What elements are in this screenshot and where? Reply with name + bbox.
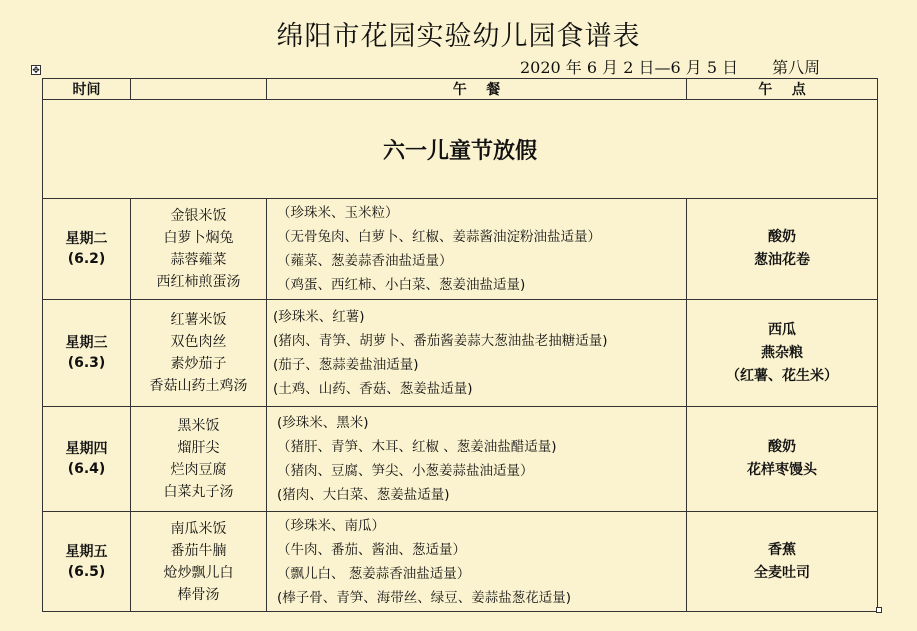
- dish: 炝炒飘儿白: [163, 564, 234, 581]
- table-row: [43, 407, 878, 512]
- dish: 棒骨汤: [177, 586, 220, 603]
- ingredient-line: （蕹菜、葱姜蒜香油盐适量）: [277, 253, 453, 269]
- snack-cell: [687, 199, 878, 300]
- week-label: 第八周: [772, 58, 821, 77]
- ingredient-line: （飘儿白、 葱姜蒜香油盐适量）: [277, 565, 471, 582]
- dish: 熘肝尖: [177, 440, 220, 456]
- ingredient-line: (猪肉、大白菜、葱姜盐适量): [277, 487, 450, 503]
- snack-cell: [687, 300, 878, 407]
- header-time: 时间: [43, 79, 131, 100]
- ingredient-line: （珍珠米、玉米粒）: [277, 205, 399, 221]
- table-move-handle-icon[interactable]: ✥: [32, 66, 40, 76]
- table-resize-handle[interactable]: [876, 607, 882, 613]
- day-date: (6.5): [67, 563, 106, 580]
- day-date: (6.3): [67, 355, 106, 371]
- snack-item: （红薯、花生米）: [726, 367, 838, 384]
- ingredient-line: (茄子、葱蒜姜盐油适量): [273, 357, 419, 373]
- snack-item: 葱油花卷: [754, 252, 810, 268]
- day-cell: [43, 407, 131, 512]
- dishes-cell: [131, 300, 267, 407]
- date-range: 2020 年 6 月 2 日—6 月 5 日: [520, 58, 739, 77]
- snack-item: 酸奶: [768, 439, 796, 455]
- table-row: [43, 512, 878, 612]
- holiday-notice: 六一儿童节放假: [43, 100, 878, 199]
- dish: 番茄牛腩: [170, 542, 227, 559]
- snack-item: 西瓜: [768, 321, 796, 338]
- ingredient-line: （牛肉、番茄、酱油、葱适量）: [277, 541, 466, 558]
- day-date: (6.2): [67, 251, 106, 267]
- dish: 金银米饭: [170, 208, 227, 224]
- dish: 香菇山药土鸡汤: [149, 378, 248, 394]
- ingredient-line: (珍珠米、红薯): [273, 309, 365, 325]
- day-name: 星期二: [65, 231, 108, 247]
- snack-item: 花样枣馒头: [747, 462, 817, 478]
- date-line: [520, 55, 820, 78]
- day-cell: [43, 512, 131, 612]
- ingredient-line: (猪肉、青笋、胡萝卜、番茄酱姜蒜大葱油盐老抽糖适量): [273, 333, 608, 349]
- ingredient-line: (棒子骨、青笋、海带丝、绿豆、姜蒜盐葱花适量): [277, 589, 572, 606]
- table-row: [43, 300, 878, 407]
- day-cell: [43, 300, 131, 407]
- day-name: 星期三: [65, 335, 108, 351]
- dishes-cell: [131, 199, 267, 300]
- table-row: [43, 199, 878, 300]
- dishes-cell: [131, 407, 267, 512]
- dishes-cell: [131, 512, 267, 612]
- ingredients-cell: [267, 407, 687, 512]
- snack-cell: [687, 407, 878, 512]
- dish: 双色肉丝: [170, 334, 227, 350]
- ingredients-cell: [267, 512, 687, 612]
- ingredient-line: （猪肝、青笋、木耳、红椒 、葱姜油盐醋适量): [277, 439, 557, 455]
- day-date: (6.4): [67, 461, 106, 477]
- ingredient-line: （无骨兔肉、白萝卜、红椒、姜蒜酱油淀粉油盐适量）: [277, 229, 601, 245]
- dish: 红薯米饭: [170, 312, 227, 328]
- holiday-row: [43, 100, 878, 199]
- ingredient-line: (珍珠米、黑米): [277, 415, 369, 431]
- dish: 蒜蓉蕹菜: [170, 252, 227, 268]
- dish: 西红柿煎蛋汤: [156, 274, 241, 290]
- snack-item: 燕杂粮: [761, 344, 803, 361]
- snack-item: 酸奶: [768, 229, 796, 245]
- ingredients-cell: [267, 199, 687, 300]
- snack-item: 全麦吐司: [754, 564, 810, 581]
- snack-item: 香蕉: [768, 541, 796, 558]
- ingredient-line: （珍珠米、南瓜）: [277, 517, 385, 534]
- ingredient-line: （鸡蛋、西红柿、小白菜、葱姜油盐适量): [277, 277, 526, 293]
- dish: 白菜丸子汤: [163, 484, 234, 500]
- dish: 南瓜米饭: [170, 520, 227, 537]
- header-blank: [131, 79, 267, 100]
- dish: 素炒茄子: [170, 356, 227, 372]
- ingredient-line: （猪肉、豆腐、笋尖、小葱姜蒜盐油适量）: [277, 463, 534, 479]
- ingredient-line: (土鸡、山药、香菇、葱姜盐适量): [273, 381, 473, 397]
- dish: 烂肉豆腐: [170, 462, 227, 478]
- dish: 黑米饭: [177, 418, 220, 434]
- day-cell: [43, 199, 131, 300]
- day-name: 星期五: [65, 543, 108, 560]
- ingredients-cell: [267, 300, 687, 407]
- header-snack: 午 点: [687, 79, 878, 100]
- page-title: 绵阳市花园实验幼儿园食谱表: [276, 21, 641, 52]
- header-lunch: 午 餐: [267, 79, 687, 100]
- menu-table: [42, 78, 878, 612]
- dish: 白萝卜焖兔: [163, 230, 234, 246]
- snack-cell: [687, 512, 878, 612]
- header-row: [43, 79, 878, 100]
- day-name: 星期四: [65, 441, 108, 457]
